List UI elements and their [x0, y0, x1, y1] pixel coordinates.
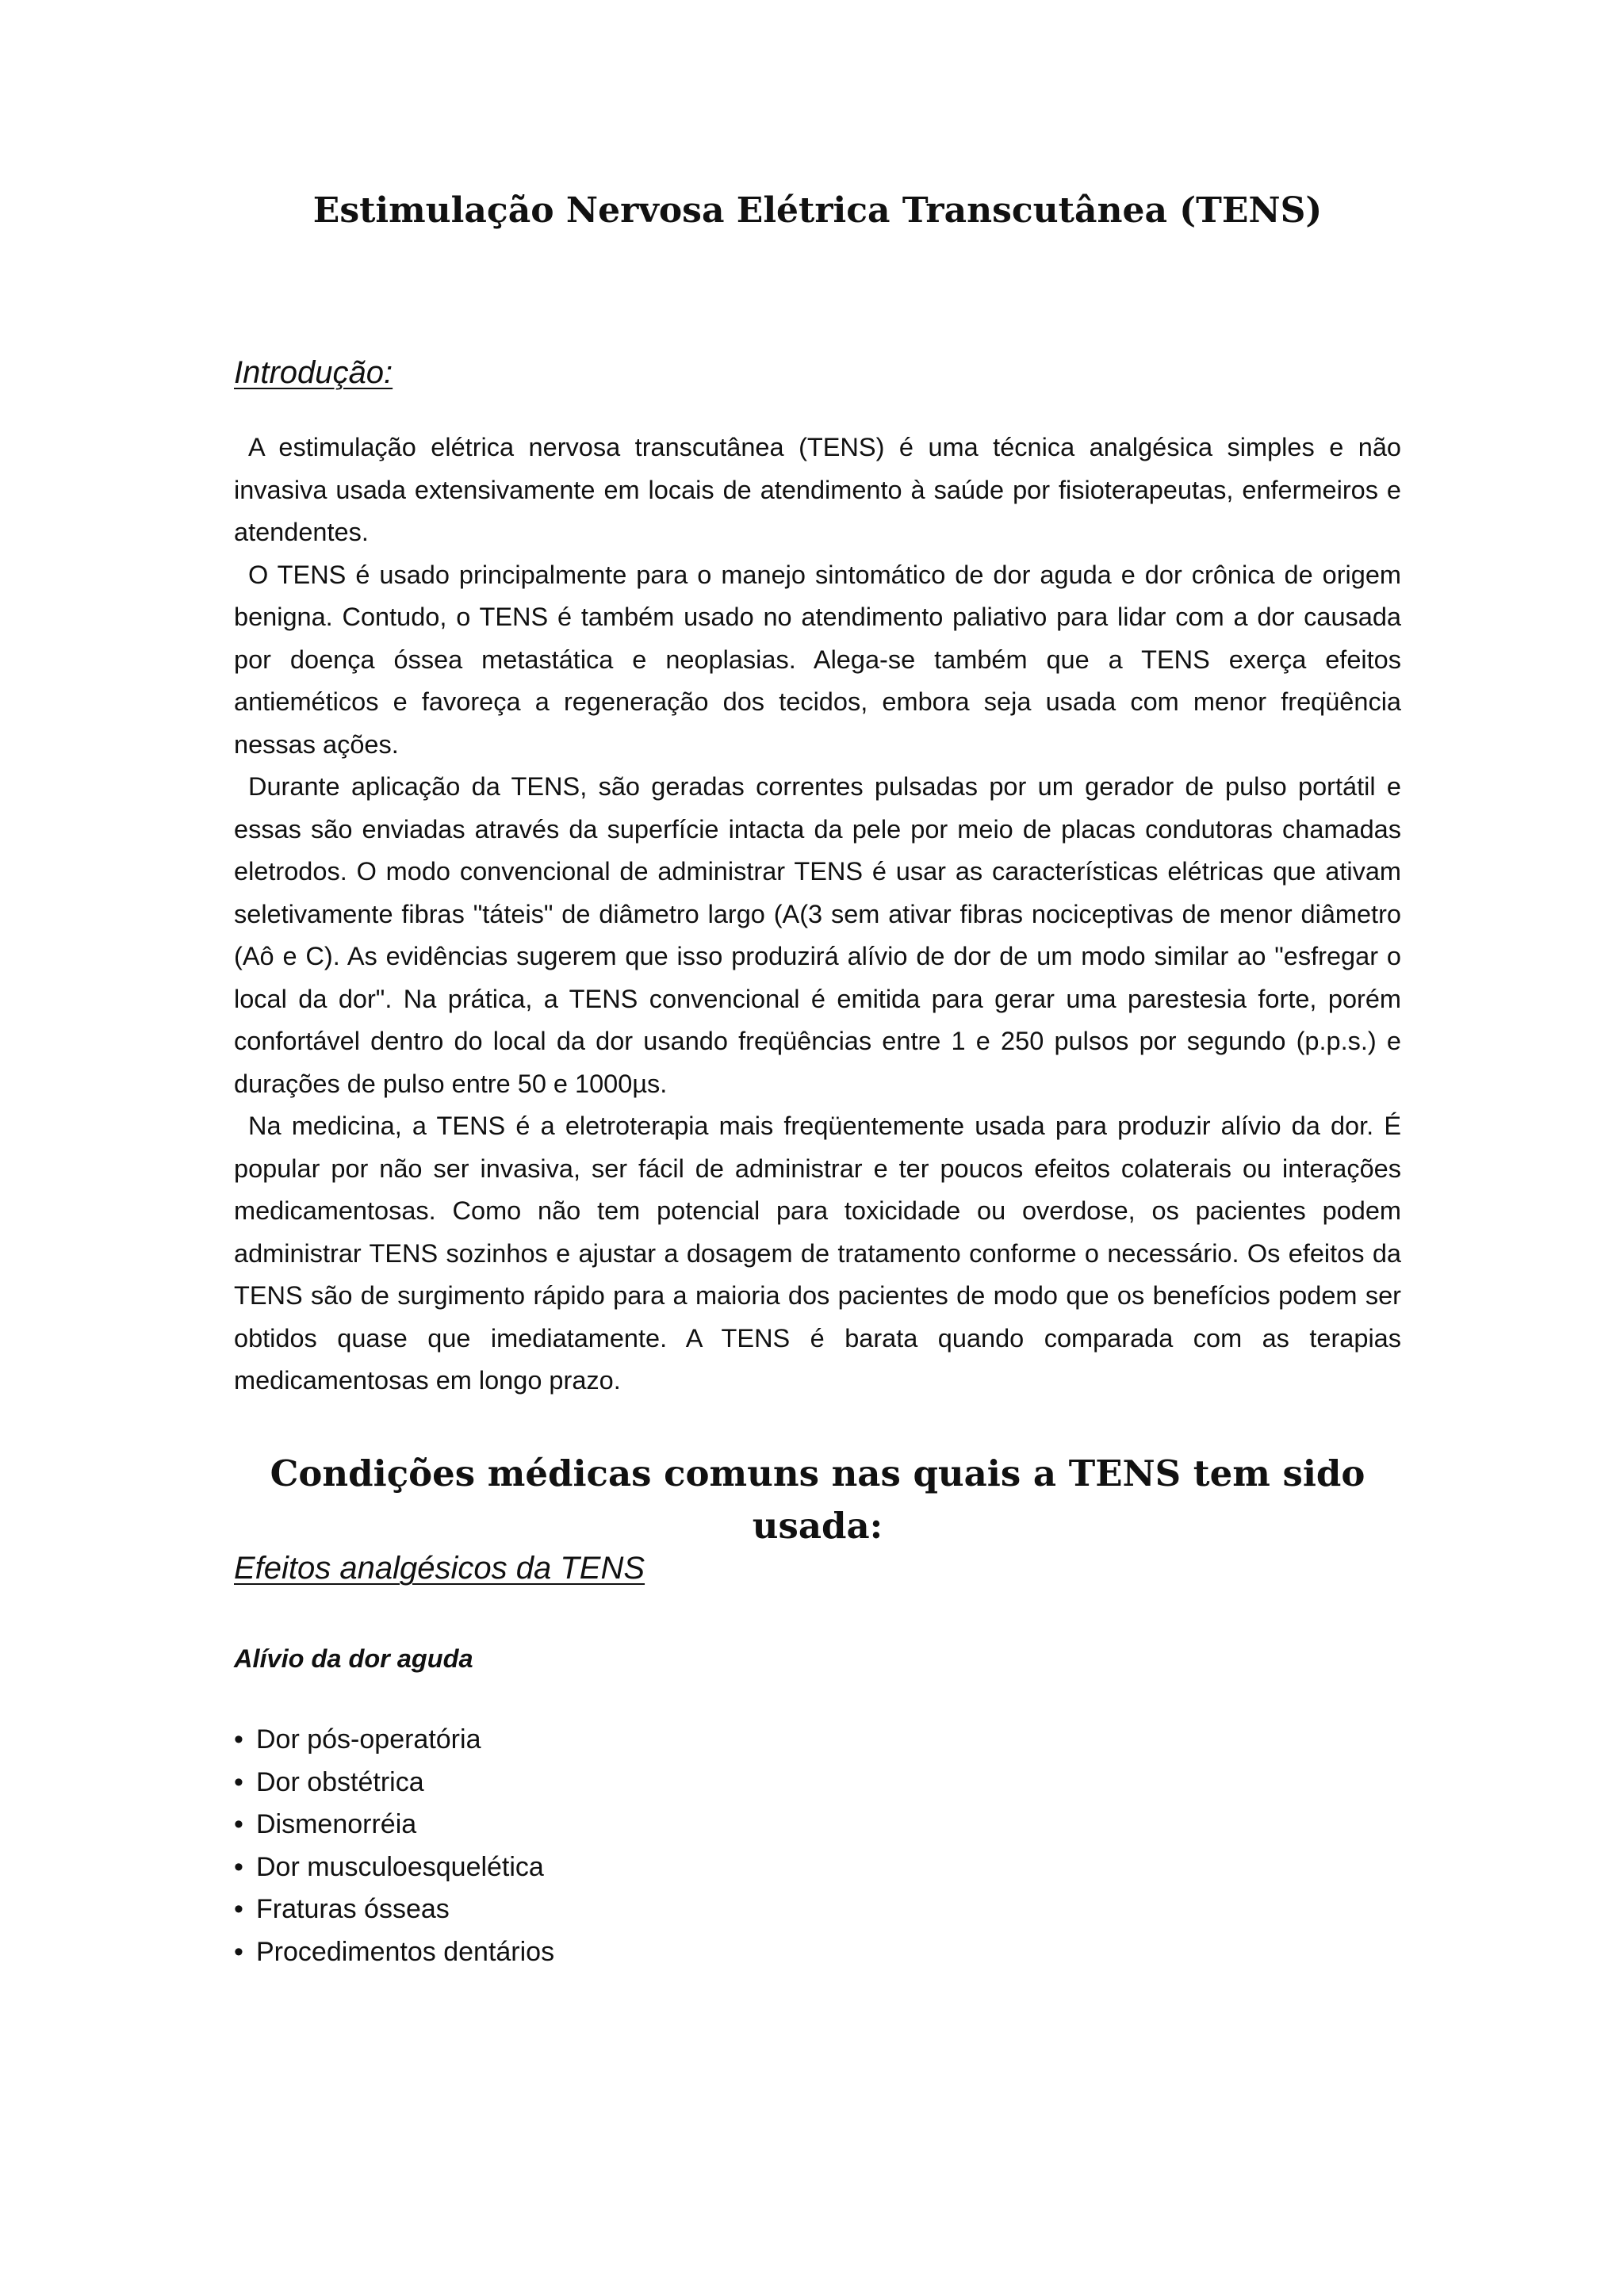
intro-body — [234, 427, 1401, 1402]
bullet-icon: • — [234, 1724, 243, 1755]
list-item — [234, 1846, 554, 1889]
conditions-heading: Condições médicas comuns nas quais a TENS tem sido usada: — [270, 1452, 1365, 1547]
list-item-text: Dismenorréia — [256, 1809, 417, 1839]
list-item-text: Fraturas ósseas — [256, 1894, 450, 1924]
list-item — [234, 1931, 554, 1974]
intro-paragraph: Na medicina, a TENS é a eletroterapia mais freqüentemente usada para produzir alívio da dor. É popular por não ser invasiva, ser fácil de administrar e ter poucos efeitos colaterais ou interações medicamentosas. Como não tem potencial para toxicidade ou overdose, os pacientes podem administrar TENS sozinhos e ajustar a dosagem de tratamento conforme o necessário. Os efeitos da TENS são de surgimento rápido para a maioria dos pacientes de modo que os benefícios podem ser obtidos quase que imediatamente. A TENS é barata quando comparada com as terapias medicamentosas em longo prazo. — [234, 1112, 1401, 1395]
document-page — [234, 0, 1401, 2296]
acute-pain-list — [234, 1719, 554, 1973]
bullet-icon: • — [234, 1809, 243, 1839]
intro-paragraph: Durante aplicação da TENS, são geradas correntes pulsadas por um gerador de pulso portátil e essas são enviadas através da superfície intacta da pele por meio de placas condutoras chamadas eletrodos. O modo convencional de administrar TENS é usar as características elétricas que ativam seletivamente fibras "táteis" de diâmetro largo (A(3 sem ativar fibras nociceptivas de menor diâmetro (Aô e C). As evidências sugerem que isso produzirá alívio de dor de um modo similar ao "esfregar o local da dor". Na prática, a TENS convencional é emitida para gerar uma parestesia forte, porém confortável dentro do local da dor usando freqüências entre 1 e 250 pulsos por segundo (p.p.s.) e durações de pulso entre 50 e 1000µs. — [234, 772, 1401, 1098]
bullet-icon: • — [234, 1936, 243, 1967]
list-item-text: Dor pós-operatória — [256, 1724, 481, 1755]
list-item-text: Dor obstétrica — [256, 1766, 424, 1797]
list-item-text: Procedimentos dentários — [256, 1936, 555, 1967]
list-item — [234, 1804, 554, 1846]
acute-pain-heading: Alívio da dor aguda — [234, 1644, 473, 1673]
bullet-icon: • — [234, 1851, 243, 1882]
intro-paragraph: O TENS é usado principalmente para o manejo sintomático de dor aguda e dor crônica de origem benigna. Contudo, o TENS é também usado no atendimento paliativo para lidar com a dor causada por doença óssea metastática e neoplasias. Alega-se também que a TENS exerça efeitos antieméticos e favoreça a regeneração dos tecidos, embora seja usada com menor freqüência nessas ações. — [234, 560, 1401, 759]
intro-paragraph: A estimulação elétrica nervosa transcutânea (TENS) é uma técnica analgésica simples e não invasiva usada extensivamente em locais de atendimento à saúde por fisioterapeutas, enfermeiros e atendentes. — [234, 433, 1401, 546]
bullet-icon: • — [234, 1766, 243, 1797]
list-item — [234, 1719, 554, 1762]
list-item-text: Dor musculoesquelética — [256, 1851, 544, 1882]
list-item — [234, 1762, 554, 1804]
analgesic-effects-heading: Efeitos analgésicos da TENS — [234, 1551, 645, 1586]
intro-heading: Introdução: — [234, 355, 393, 390]
bullet-icon: • — [234, 1894, 243, 1924]
document-title: Estimulação Nervosa Elétrica Transcutânea (TENS) — [312, 190, 1323, 231]
list-item — [234, 1888, 554, 1931]
